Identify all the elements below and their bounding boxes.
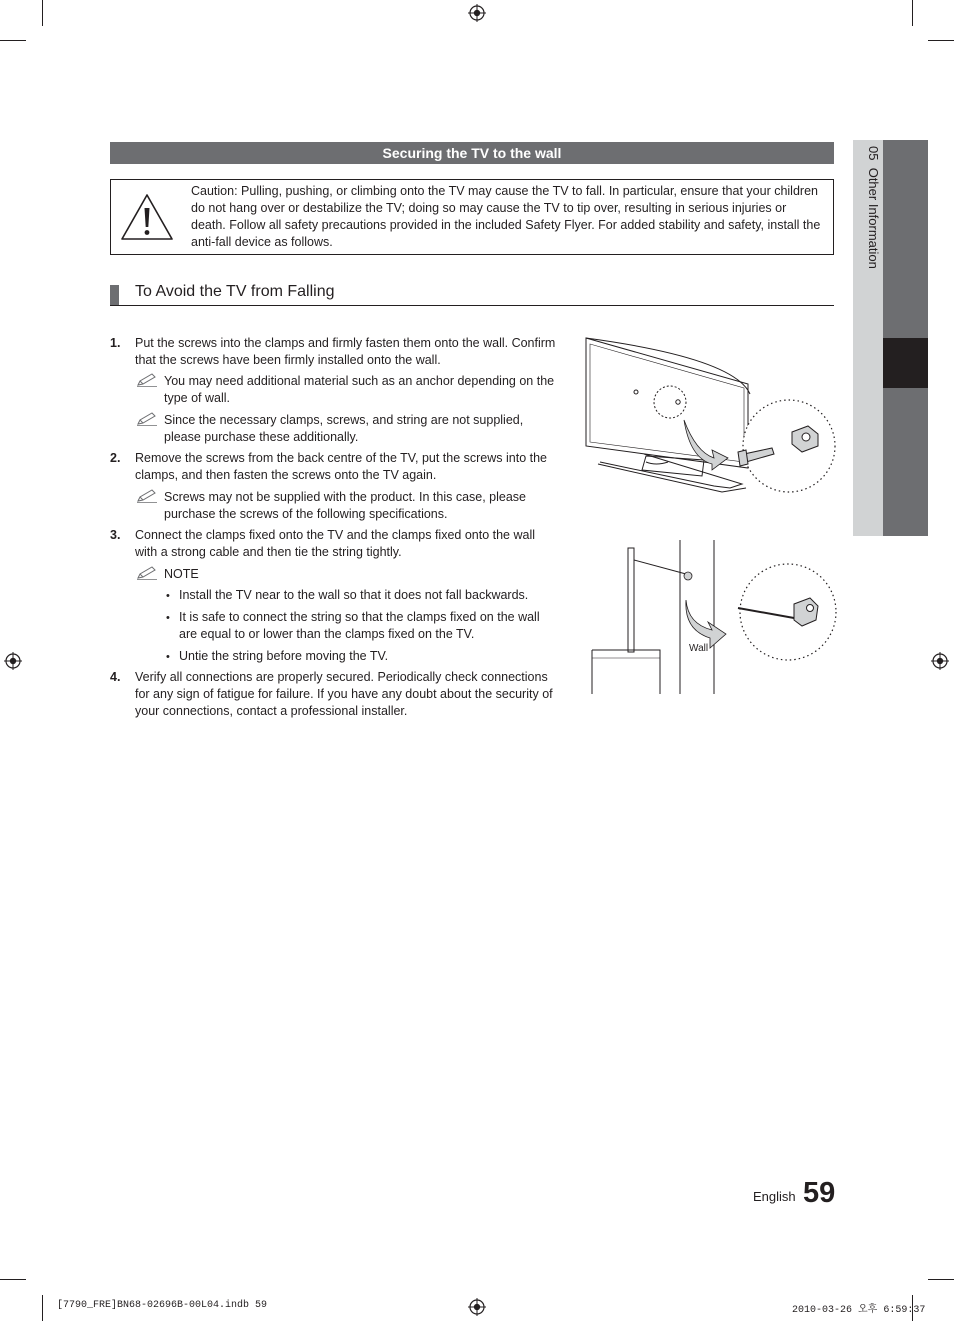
registration-mark-icon bbox=[931, 652, 949, 670]
crop-mark bbox=[0, 40, 26, 41]
wall-side-view-illustration bbox=[588, 540, 842, 696]
print-slug-file: [7790_FRE]BN68-02696B-00L04.indb 59 bbox=[57, 1300, 268, 1311]
page-number: 59 bbox=[803, 1177, 836, 1209]
wall-label: Wall bbox=[689, 643, 709, 654]
note-text: Screws may not be supplied with the product. In this case, please purchase the screws of the following specifications. bbox=[164, 490, 526, 521]
crop-mark bbox=[0, 1279, 26, 1280]
section-title: Securing the TV to the wall bbox=[110, 142, 834, 164]
step-text: Verify all connections are properly secured. Periodically check connections for any sign of fatigue for failure. If you have any doubt about the security of your connections, contact a professional installer. bbox=[135, 670, 553, 718]
caution-label: Caution bbox=[191, 184, 235, 198]
note-label: NOTE bbox=[164, 567, 199, 581]
pencil-note-icon bbox=[137, 489, 157, 503]
caution-text bbox=[191, 183, 821, 251]
step-text: Put the screws into the clamps and firmly fasten them onto the wall. Confirm that the screws have been firmly installed onto the wall. bbox=[135, 336, 556, 367]
tv-back-clamp-illustration bbox=[584, 336, 842, 500]
subsection-title: To Avoid the TV from Falling bbox=[135, 283, 335, 300]
pencil-note-icon bbox=[137, 566, 157, 580]
note-text: You may need additional material such as an anchor depending on the type of wall. bbox=[164, 374, 555, 405]
pencil-note-icon bbox=[137, 373, 157, 387]
caution-body: : Pulling, pushing, or climbing onto the TV may cause the TV to fall. In particular, ensure that your children do not hang over or destabilize the TV; doing so may cause the TV to tip over, resulting in serious injuries or death. Follow all safety precautions provided in the included Safety Flyer. For added stability and safety, install the anti-fall device as follows. bbox=[191, 184, 821, 249]
crop-mark bbox=[928, 1279, 954, 1280]
chapter-title: Other Information bbox=[866, 167, 881, 269]
bullet-text: Untie the string before moving the TV. bbox=[179, 649, 389, 663]
note-text: Since the necessary clamps, screws, and string are not supplied, please purchase these additionally. bbox=[164, 413, 524, 444]
chapter-tab-indicator bbox=[883, 338, 928, 388]
step-number: 2. bbox=[110, 451, 121, 465]
print-slug-date: 2010-03-26 오후 6:59:37 bbox=[792, 1305, 926, 1316]
warning-triangle-icon bbox=[119, 192, 175, 242]
crop-mark bbox=[42, 1295, 43, 1321]
chapter-label bbox=[866, 146, 881, 269]
step-number: 4. bbox=[110, 670, 121, 684]
footer-language: English bbox=[753, 1189, 796, 1204]
bullet-dot: • bbox=[166, 612, 170, 624]
registration-mark-icon bbox=[4, 652, 22, 670]
bullet-dot: • bbox=[166, 590, 170, 602]
step-text: Connect the clamps fixed onto the TV and the clamps fixed onto the wall with a strong cable and then tie the string tightly. bbox=[135, 528, 535, 559]
registration-mark-icon bbox=[468, 4, 486, 22]
registration-mark-icon bbox=[468, 1298, 486, 1316]
subsection-heading bbox=[110, 282, 834, 306]
crop-mark bbox=[928, 40, 954, 41]
heading-marker bbox=[110, 285, 119, 305]
crop-mark bbox=[912, 0, 913, 26]
pencil-note-icon bbox=[137, 412, 157, 426]
bullet-text: It is safe to connect the string so that the clamps fixed on the wall are equal to or lower than the clamps fixed on the TV. bbox=[179, 610, 540, 641]
step-number: 3. bbox=[110, 528, 121, 542]
bullet-text: Install the TV near to the wall so that it does not fall backwards. bbox=[179, 588, 529, 602]
bullet-dot: • bbox=[166, 651, 170, 663]
step-number: 1. bbox=[110, 336, 121, 350]
crop-mark bbox=[42, 0, 43, 26]
step-text: Remove the screws from the back centre of the TV, put the screws into the clamps, and then fasten the screws onto the TV again. bbox=[135, 451, 548, 482]
chapter-number: 05 bbox=[866, 146, 881, 161]
